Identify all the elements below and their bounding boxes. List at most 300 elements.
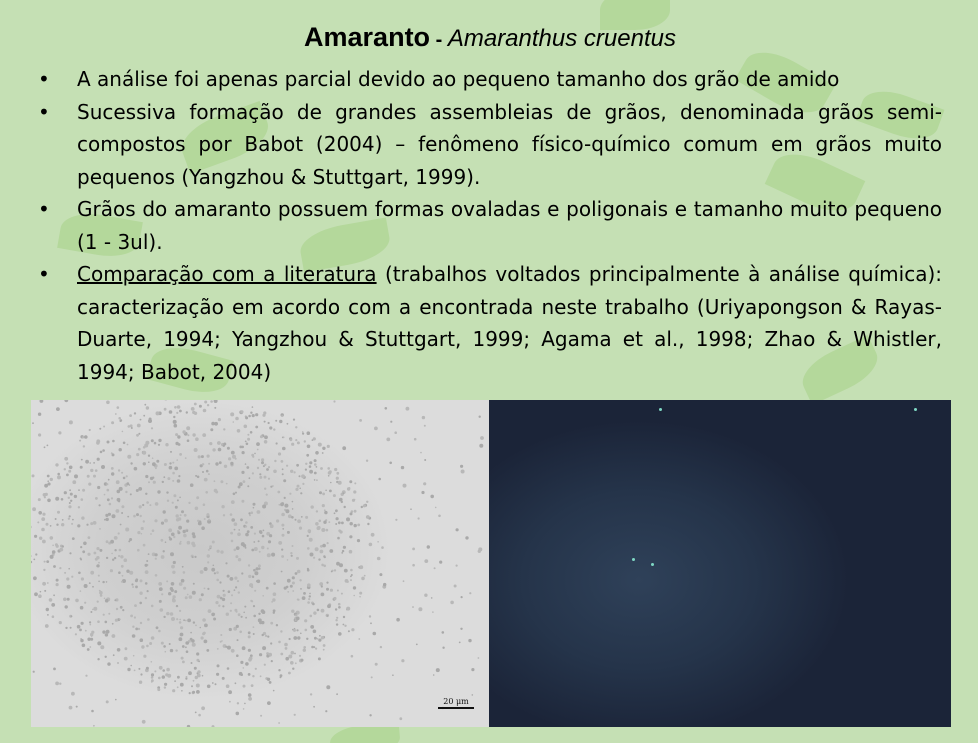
starch-grain bbox=[181, 657, 184, 660]
starch-grain bbox=[79, 629, 82, 632]
starch-grain bbox=[335, 608, 337, 610]
starch-grain bbox=[41, 517, 45, 521]
starch-grain bbox=[143, 415, 145, 417]
starch-grain bbox=[270, 486, 272, 488]
starch-grain bbox=[253, 569, 256, 572]
starch-grain bbox=[47, 614, 49, 616]
starch-grain bbox=[338, 521, 341, 524]
starch-grain bbox=[208, 473, 210, 475]
starch-grain bbox=[206, 513, 209, 516]
starch-grain bbox=[31, 561, 32, 564]
starch-grain bbox=[313, 630, 317, 634]
starch-grain bbox=[138, 628, 140, 630]
starch-grain bbox=[87, 553, 90, 556]
starch-grain bbox=[290, 585, 293, 588]
starch-grain bbox=[222, 677, 225, 680]
starch-grain bbox=[185, 596, 188, 599]
starch-grain bbox=[208, 549, 210, 551]
starch-grain bbox=[282, 534, 285, 537]
starch-grain bbox=[338, 606, 341, 609]
starch-grain bbox=[472, 694, 474, 696]
starch-grain bbox=[149, 418, 152, 421]
starch-grain bbox=[297, 519, 301, 523]
starch-grain bbox=[221, 505, 224, 508]
starch-grain bbox=[344, 569, 348, 573]
starch-grain bbox=[66, 577, 69, 580]
starch-grain bbox=[179, 410, 182, 413]
starch-grain bbox=[152, 462, 156, 466]
starch-grain bbox=[38, 498, 41, 501]
starch-grain bbox=[188, 671, 192, 675]
starch-grain bbox=[292, 582, 295, 585]
starch-grain bbox=[47, 475, 50, 478]
starch-grain bbox=[227, 667, 230, 670]
starch-grain bbox=[32, 474, 35, 477]
starch-grain bbox=[208, 609, 212, 613]
starch-grain bbox=[180, 683, 184, 687]
starch-grain bbox=[288, 514, 292, 518]
starch-grain bbox=[196, 652, 199, 655]
starch-grain bbox=[110, 569, 113, 572]
starch-grain bbox=[94, 552, 97, 555]
starch-grain bbox=[192, 691, 195, 694]
starch-grain bbox=[59, 683, 61, 685]
starch-grain bbox=[396, 618, 400, 622]
starch-grain bbox=[135, 579, 138, 582]
starch-grain bbox=[53, 565, 56, 568]
starch-grain bbox=[238, 558, 241, 561]
starch-grain bbox=[253, 503, 256, 506]
starch-grain bbox=[119, 619, 121, 621]
starch-grain bbox=[270, 524, 274, 528]
starch-grain bbox=[191, 662, 193, 664]
starch-grain bbox=[305, 629, 308, 632]
starch-grain bbox=[361, 577, 365, 581]
starch-grain bbox=[245, 521, 248, 524]
starch-grain bbox=[148, 481, 150, 483]
starch-grain bbox=[197, 674, 201, 678]
starch-grain bbox=[66, 462, 68, 464]
starch-grain bbox=[137, 531, 140, 534]
starch-grain bbox=[343, 492, 345, 494]
starch-grain bbox=[93, 725, 95, 727]
starch-grain bbox=[173, 416, 175, 418]
starch-grain bbox=[366, 515, 370, 519]
starch-grain bbox=[75, 476, 77, 478]
starch-grain bbox=[251, 684, 254, 687]
starch-grain bbox=[192, 433, 195, 436]
starch-grain bbox=[99, 428, 101, 430]
starch-grain bbox=[141, 527, 144, 530]
starch-grain bbox=[309, 593, 311, 595]
starch-grain bbox=[198, 714, 201, 717]
starch-grain bbox=[44, 561, 46, 563]
starch-grain bbox=[434, 567, 436, 569]
bullet-list bbox=[38, 63, 942, 388]
starch-grain bbox=[395, 519, 397, 521]
starch-grain bbox=[64, 400, 68, 402]
starch-grain bbox=[83, 445, 85, 447]
starch-grain bbox=[233, 493, 236, 496]
starch-grain bbox=[172, 599, 176, 603]
starch-grain bbox=[306, 638, 308, 640]
starch-grain bbox=[433, 674, 435, 676]
starch-grain bbox=[311, 646, 314, 649]
starch-grain bbox=[56, 407, 60, 411]
starch-grain bbox=[69, 706, 73, 710]
brightfield-micrograph bbox=[31, 400, 489, 727]
starch-grain bbox=[301, 516, 303, 518]
starch-grain bbox=[252, 406, 254, 408]
starch-grain bbox=[142, 504, 144, 506]
starch-grain bbox=[169, 410, 173, 414]
starch-grain bbox=[207, 554, 210, 557]
starch-grain bbox=[309, 538, 313, 542]
starch-grain bbox=[327, 615, 329, 617]
starch-grain bbox=[106, 518, 109, 521]
starch-grain bbox=[80, 606, 84, 610]
starch-grain bbox=[176, 605, 178, 607]
starch-grain bbox=[214, 572, 216, 574]
starch-grain bbox=[334, 512, 336, 514]
starch-grain bbox=[157, 688, 160, 691]
starch-grain bbox=[38, 413, 41, 416]
starch-grain bbox=[42, 540, 46, 544]
starch-grain bbox=[220, 634, 222, 636]
starch-grain bbox=[151, 681, 153, 683]
starch-grain bbox=[454, 585, 457, 588]
starch-grain bbox=[204, 624, 208, 628]
starch-grain bbox=[240, 410, 243, 413]
starch-grain bbox=[240, 661, 243, 664]
starch-grain bbox=[168, 592, 171, 595]
starch-grain bbox=[174, 680, 176, 682]
starch-grain bbox=[56, 583, 59, 586]
starch-grain bbox=[381, 546, 384, 549]
starch-grain bbox=[349, 480, 352, 483]
starch-grain bbox=[81, 577, 84, 580]
starch-grain bbox=[238, 486, 241, 489]
starch-grain bbox=[108, 479, 110, 481]
starch-grain bbox=[228, 690, 232, 694]
starch-grain bbox=[152, 529, 155, 532]
starch-grain bbox=[133, 655, 135, 657]
starch-grain bbox=[131, 583, 133, 585]
starch-grain bbox=[196, 690, 200, 694]
starch-grain bbox=[241, 572, 243, 574]
bullet-marker: • bbox=[38, 262, 50, 286]
starch-grain bbox=[34, 535, 37, 538]
starch-grain bbox=[359, 419, 362, 422]
starch-grain bbox=[186, 676, 188, 678]
starch-grain bbox=[214, 489, 218, 493]
starch-grain bbox=[214, 480, 216, 482]
starch-grain bbox=[324, 511, 327, 514]
starch-grain bbox=[214, 407, 216, 409]
starch-grain bbox=[245, 463, 247, 465]
starch-grain bbox=[64, 572, 66, 574]
starch-grain bbox=[260, 715, 262, 717]
starch-grain bbox=[302, 596, 306, 600]
starch-grain bbox=[154, 442, 157, 445]
scale-bar bbox=[438, 707, 474, 709]
starch-grain bbox=[258, 564, 261, 567]
starch-grain bbox=[157, 490, 160, 493]
starch-grain bbox=[171, 582, 175, 586]
starch-grain bbox=[350, 569, 353, 572]
starch-grain bbox=[226, 613, 229, 616]
starch-grain bbox=[223, 594, 226, 597]
starch-grain bbox=[155, 502, 159, 506]
starch-grain bbox=[256, 567, 259, 570]
starch-grain bbox=[105, 599, 109, 603]
starch-grain bbox=[202, 471, 204, 473]
starch-grain bbox=[209, 442, 212, 445]
starch-grain bbox=[348, 630, 350, 632]
starch-grain bbox=[282, 447, 286, 451]
starch-grain bbox=[44, 484, 48, 488]
starch-grain bbox=[116, 480, 120, 484]
starch-grain bbox=[319, 491, 322, 494]
bullet-text: Sucessiva formação de grandes assembleias de grãos, denominada grãos semi-compostos por Babot (2004) – fenômeno físico-químico comum em grãos muito pequenos (Yangzhou & Stuttgart, 1999). bbox=[77, 99, 942, 189]
starch-grain bbox=[62, 519, 64, 521]
starch-grain bbox=[147, 618, 150, 621]
starch-grain bbox=[207, 561, 209, 563]
starch-grain bbox=[118, 555, 120, 557]
starch-grain bbox=[146, 667, 149, 670]
starch-grain bbox=[165, 443, 168, 446]
starch-grain bbox=[302, 483, 304, 485]
starch-grain bbox=[125, 528, 129, 532]
starch-grain bbox=[186, 520, 189, 523]
starch-grain bbox=[338, 481, 342, 485]
starch-grain bbox=[59, 621, 62, 624]
starch-grain bbox=[234, 609, 237, 612]
slide-title bbox=[0, 22, 980, 53]
starch-grain bbox=[205, 491, 208, 494]
starch-grain bbox=[275, 420, 277, 422]
starch-grain bbox=[256, 442, 260, 446]
starch-grain bbox=[349, 550, 353, 554]
starch-grain bbox=[118, 500, 120, 502]
starch-grain bbox=[237, 639, 239, 641]
starch-grain bbox=[155, 574, 158, 577]
starch-grain bbox=[212, 448, 215, 451]
starch-grain bbox=[166, 580, 168, 582]
starch-grain bbox=[177, 686, 179, 688]
starch-grain bbox=[170, 451, 172, 453]
starch-grain bbox=[314, 637, 317, 640]
starch-grain bbox=[320, 546, 322, 548]
starch-grain bbox=[325, 710, 327, 712]
starch-grain bbox=[250, 600, 252, 602]
starch-grain bbox=[264, 435, 268, 439]
starch-grain bbox=[300, 633, 302, 635]
starch-grain bbox=[46, 523, 49, 526]
starch-grain bbox=[158, 630, 161, 633]
starch-grain bbox=[121, 472, 123, 474]
starch-grain bbox=[213, 565, 215, 567]
starch-grain bbox=[261, 546, 264, 549]
starch-grain bbox=[373, 632, 377, 636]
starch-grain bbox=[42, 582, 46, 586]
starch-grain bbox=[262, 535, 265, 538]
starch-grain bbox=[234, 529, 236, 531]
starch-grain bbox=[248, 564, 250, 566]
starch-grain bbox=[78, 489, 80, 491]
starch-grain bbox=[424, 459, 426, 461]
starch-grain bbox=[353, 490, 356, 493]
starch-grain bbox=[252, 675, 254, 677]
starch-grain bbox=[240, 518, 243, 521]
starch-grain bbox=[305, 469, 307, 471]
starch-grain bbox=[172, 689, 175, 692]
starch-grain bbox=[146, 406, 149, 409]
starch-grain bbox=[167, 500, 169, 502]
starch-grain bbox=[239, 631, 242, 634]
starch-grain bbox=[187, 434, 189, 436]
starch-grain bbox=[191, 685, 193, 687]
starch-grain bbox=[341, 552, 343, 554]
starch-grain bbox=[334, 468, 337, 471]
starch-grain bbox=[141, 645, 144, 648]
starch-grain bbox=[201, 455, 204, 458]
starch-grain bbox=[55, 463, 58, 466]
starch-grain bbox=[278, 504, 280, 506]
starch-grain bbox=[262, 595, 264, 597]
starch-grain bbox=[245, 441, 247, 443]
starch-grain bbox=[284, 587, 287, 590]
starch-grain bbox=[195, 437, 199, 441]
starch-grain bbox=[161, 539, 164, 542]
starch-grain bbox=[124, 657, 128, 661]
starch-grain bbox=[257, 449, 259, 451]
starch-grain bbox=[159, 600, 162, 603]
starch-grain bbox=[195, 475, 197, 477]
starch-grain bbox=[79, 440, 81, 442]
starch-grain bbox=[292, 545, 294, 547]
starch-grain bbox=[269, 681, 272, 684]
starch-grain bbox=[227, 447, 230, 450]
starch-grain bbox=[179, 621, 182, 624]
starch-grain bbox=[305, 516, 308, 519]
starch-grain bbox=[43, 569, 45, 571]
starch-grain bbox=[350, 522, 353, 525]
starch-grain bbox=[119, 487, 123, 491]
starch-grain bbox=[134, 412, 136, 414]
starch-grain bbox=[237, 429, 241, 433]
starch-grain bbox=[106, 540, 109, 543]
starch-grain bbox=[143, 520, 145, 522]
starch-grain bbox=[89, 621, 91, 623]
starch-grain bbox=[138, 448, 141, 451]
starch-grain bbox=[217, 664, 220, 667]
starch-grain bbox=[47, 445, 49, 447]
starch-grain bbox=[215, 601, 218, 604]
starch-grain bbox=[323, 649, 325, 651]
starch-grain bbox=[327, 467, 330, 470]
starch-grain bbox=[50, 478, 53, 481]
starch-grain bbox=[97, 620, 100, 623]
starch-grain bbox=[70, 627, 72, 629]
starch-grain bbox=[289, 638, 291, 640]
starch-grain bbox=[281, 502, 284, 505]
starch-grain bbox=[403, 580, 405, 582]
starch-grain bbox=[268, 478, 270, 480]
starch-grain bbox=[406, 407, 410, 411]
starch-grain bbox=[222, 605, 224, 607]
starch-grain bbox=[179, 497, 181, 499]
starch-grain bbox=[430, 495, 434, 499]
starch-grain bbox=[201, 706, 205, 710]
starch-grain bbox=[244, 703, 246, 705]
starch-grain bbox=[266, 468, 269, 471]
starch-grain bbox=[114, 549, 116, 551]
starch-grain bbox=[127, 668, 130, 671]
starch-grain bbox=[252, 472, 254, 474]
starch-grain bbox=[145, 564, 148, 567]
starch-grain bbox=[297, 599, 299, 601]
starch-grain bbox=[268, 653, 270, 655]
starch-grain bbox=[68, 505, 71, 508]
starch-grain bbox=[95, 558, 98, 561]
birefringence-spot bbox=[914, 408, 917, 411]
starch-grain bbox=[333, 494, 336, 497]
starch-grain bbox=[120, 606, 123, 609]
starch-grain bbox=[64, 491, 67, 494]
starch-grain bbox=[118, 532, 120, 534]
starch-grain bbox=[401, 659, 404, 662]
starch-grain bbox=[344, 506, 346, 508]
birefringence-spot bbox=[651, 563, 654, 566]
starch-grain bbox=[181, 690, 183, 692]
starch-grain bbox=[336, 623, 338, 625]
starch-grain bbox=[67, 585, 71, 589]
starch-grain bbox=[422, 416, 425, 419]
starch-grain bbox=[278, 722, 280, 724]
starch-grain bbox=[280, 630, 282, 632]
starch-grain bbox=[121, 505, 124, 508]
starch-grain bbox=[40, 400, 44, 403]
starch-grain bbox=[65, 627, 67, 629]
starch-grain bbox=[169, 462, 171, 464]
starch-grain bbox=[139, 681, 142, 684]
starch-grain bbox=[322, 447, 325, 450]
starch-grain bbox=[193, 621, 195, 623]
starch-grain bbox=[202, 675, 204, 677]
starch-grain bbox=[158, 439, 161, 442]
starch-grain bbox=[256, 580, 258, 582]
starch-grain bbox=[162, 481, 164, 483]
starch-grain bbox=[96, 441, 100, 445]
starch-grain bbox=[114, 536, 118, 540]
starch-grain bbox=[89, 646, 91, 648]
starch-grain bbox=[201, 526, 205, 530]
starch-grain bbox=[459, 642, 461, 644]
starch-grain bbox=[255, 668, 257, 670]
starch-grain bbox=[239, 482, 243, 486]
starch-grain bbox=[410, 508, 412, 510]
starch-grain bbox=[250, 526, 253, 529]
starch-grain bbox=[351, 655, 354, 658]
starch-grain bbox=[130, 665, 132, 667]
starch-grain bbox=[172, 472, 175, 475]
starch-grain bbox=[127, 455, 131, 459]
starch-grain bbox=[335, 619, 337, 621]
starch-grain bbox=[42, 513, 45, 516]
starch-grain bbox=[310, 553, 314, 557]
starch-grain bbox=[69, 552, 71, 554]
